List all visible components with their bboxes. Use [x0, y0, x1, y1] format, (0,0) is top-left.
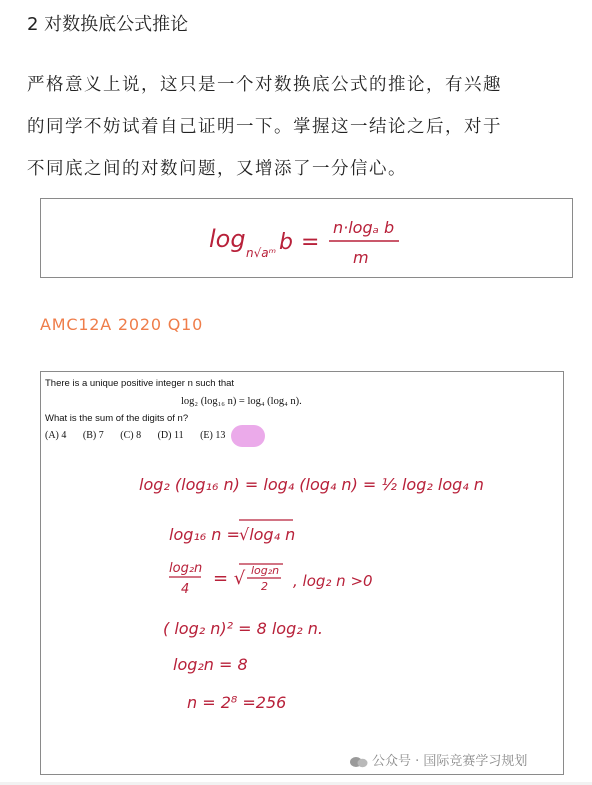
solution-line-2b: √log₄ n — [239, 525, 296, 544]
watermark — [350, 750, 527, 769]
paragraph-line-1: 严格意义上说，这只是一个对数换底公式的推论，有兴趣 — [27, 75, 502, 95]
solution-line-5: log₂n = 8 — [173, 655, 248, 674]
solution-line-3d: log₂n — [251, 564, 280, 577]
solution-line-3c: = √ — [213, 568, 246, 589]
problem-statement: There is a unique positive integer n such that — [45, 378, 235, 389]
solution-line-3f: , log₂ n >0 — [293, 572, 373, 590]
formula-base: n√aᵐ — [246, 246, 277, 260]
solution-line-3b: 4 — [181, 582, 190, 597]
problem-title: AMC12A 2020 Q10 — [40, 315, 204, 334]
handwritten-solution — [41, 372, 563, 774]
solution-line-4: ( log₂ n)² = 8 log₂ n. — [163, 619, 323, 638]
solution-line-1: log₂ (log₁₆ n) = log₄ (log₄ n) = ½ log₂ log₄ n — [139, 475, 484, 494]
choice-e: (E) 13 — [200, 430, 226, 441]
solution-line-3e: 2 — [261, 580, 268, 593]
solution-line-6: n = 2⁸ =256 — [187, 693, 287, 712]
choice-d: (D) 11 — [157, 430, 184, 441]
formula-image — [40, 198, 573, 278]
problem-equation: log₂ (log₁₆ n) = log₄ (log₄ n). — [181, 396, 302, 407]
formula-numerator: n·logₐ b — [333, 218, 395, 237]
choice-c: (C) 8 — [120, 430, 142, 441]
problem-image — [40, 371, 564, 775]
problem-question: What is the sum of the digits of n? — [45, 413, 189, 424]
paragraph-line-2: 的同学不妨试着自己证明一下。掌握这一结论之后，对于 — [27, 117, 502, 137]
handwritten-formula — [41, 199, 572, 277]
solution-line-3a: log₂n — [169, 561, 203, 576]
formula-arg: b — [279, 230, 293, 255]
watermark-text: 公众号 · 国际竞赛学习规划 — [372, 754, 528, 769]
formula-log: log — [209, 225, 246, 253]
wechat-icon — [350, 756, 368, 768]
formula-equals: = — [301, 230, 320, 255]
paragraph-line-3: 不同底之间的对数问题，又增添了一分信心。 — [27, 159, 407, 179]
choice-b: (B) 7 — [82, 430, 104, 441]
intro-paragraph — [27, 64, 567, 190]
section-heading: 2 对数换底公式推论 — [27, 14, 189, 35]
formula-denominator: m — [353, 248, 369, 267]
choice-a: (A) 4 — [45, 430, 67, 441]
solution-line-2a: log₁₆ n = — [169, 525, 240, 544]
